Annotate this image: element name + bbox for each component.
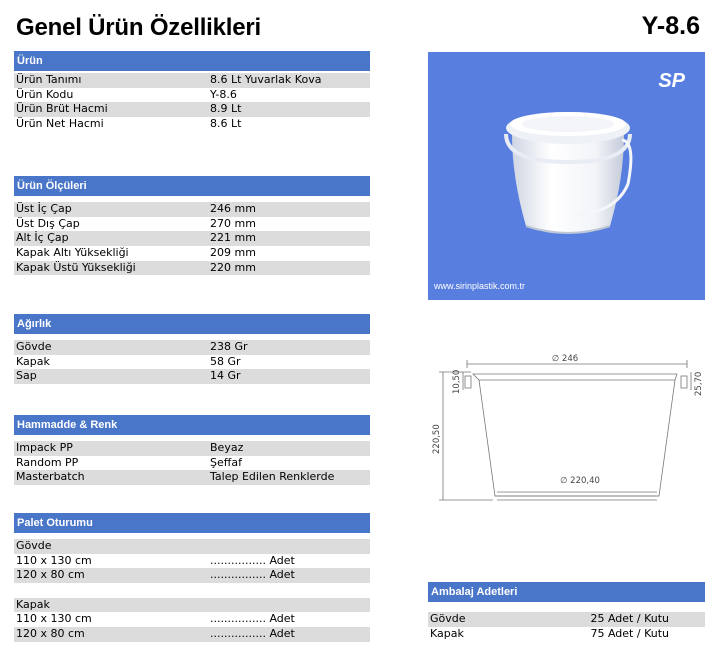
row-value: Y-8.6 xyxy=(210,87,237,101)
row-value: 238 Gr xyxy=(210,340,248,353)
row-value: Şeffaf xyxy=(210,455,242,469)
row-label: Üst Dış Çap xyxy=(16,216,80,230)
row-value: 8.6 Lt xyxy=(210,117,242,131)
row-label: Ürün Brüt Hacmi xyxy=(16,102,108,116)
row-label: Üst İç Çap xyxy=(16,202,72,215)
table-row xyxy=(14,441,370,456)
row-label: Masterbatch xyxy=(16,470,85,484)
table-row xyxy=(14,102,370,117)
row-label: Alt İç Çap xyxy=(16,231,69,245)
dim-right: 25,70 xyxy=(694,371,704,396)
page-title: Genel Ürün Özellikleri xyxy=(16,14,262,41)
table-row xyxy=(14,202,370,217)
section-ambalaj xyxy=(428,582,705,641)
row-value: Beyaz xyxy=(210,441,244,454)
table-row xyxy=(14,73,370,88)
row-value: 270 mm xyxy=(210,216,256,230)
table-row xyxy=(14,456,370,471)
table-row xyxy=(14,246,370,261)
row-value: ................ Adet xyxy=(210,627,295,641)
row-label: 120 x 80 cm xyxy=(16,627,85,641)
row-value: 14 Gr xyxy=(210,369,241,383)
row-value: 246 mm xyxy=(210,202,256,215)
row-label: Ürün Tanımı xyxy=(16,73,82,86)
dim-height: 220,50 xyxy=(432,424,442,454)
row-label: Gövde xyxy=(16,539,52,552)
product-photo xyxy=(428,52,705,300)
table-row xyxy=(14,217,370,232)
dim-lid-height: 10,50 xyxy=(452,369,462,394)
table-row xyxy=(14,355,370,370)
row-label: Kapak xyxy=(430,626,464,640)
row-label: Impack PP xyxy=(16,441,73,454)
section-header-hammadde: Hammadde & Renk xyxy=(14,415,370,435)
row-value: 209 mm xyxy=(210,246,256,260)
section-header-agirlik: Ağırlık xyxy=(14,314,370,334)
row-label: Random PP xyxy=(16,455,79,469)
section-header-ambalaj: Ambalaj Adetleri xyxy=(428,582,705,602)
brand-logo: SP xyxy=(658,70,685,92)
row-label: 110 x 130 cm xyxy=(16,553,92,567)
table-row xyxy=(14,554,370,569)
row-label: Ürün Net Hacmi xyxy=(16,117,104,131)
row-value: 8.6 Lt Yuvarlak Kova xyxy=(210,73,322,86)
table-row xyxy=(14,88,370,103)
row-label: Ürün Kodu xyxy=(16,87,74,101)
product-code: Y-8.6 xyxy=(641,12,700,40)
table-row xyxy=(14,470,370,485)
section-agirlik xyxy=(14,314,370,384)
row-value: 75 Adet / Kutu xyxy=(590,626,669,640)
section-palet xyxy=(14,513,370,642)
section-urun xyxy=(14,51,370,132)
dim-bottom-diameter: ∅ 220,40 xyxy=(560,476,600,486)
table-row xyxy=(14,261,370,276)
row-label: 120 x 80 cm xyxy=(16,568,85,582)
row-value: 221 mm xyxy=(210,231,256,245)
dim-top-diameter: ∅ 246 xyxy=(551,354,579,364)
row-label: Gövde xyxy=(16,340,52,353)
section-header-palet: Palet Oturumu xyxy=(14,513,370,533)
row-label: Kapak xyxy=(16,354,50,368)
table-row xyxy=(14,568,370,583)
bucket-illustration xyxy=(428,52,705,300)
row-value: Talep Edilen Renklerde xyxy=(210,470,335,484)
table-row xyxy=(14,231,370,246)
row-label: Kapak Altı Yüksekliği xyxy=(16,246,129,260)
section-header-olculer: Ürün Ölçüleri xyxy=(14,176,370,196)
table-row xyxy=(14,612,370,627)
row-value: ................ Adet xyxy=(210,568,295,582)
table-row xyxy=(14,369,370,384)
row-value: ................ Adet xyxy=(210,612,295,626)
row-label: Gövde xyxy=(430,612,466,625)
section-header-urun: Ürün xyxy=(14,51,370,71)
table-row xyxy=(14,598,370,613)
row-value: ................ Adet xyxy=(210,553,295,567)
row-value: 25 Adet / Kutu xyxy=(590,612,669,625)
table-row xyxy=(428,612,705,627)
spacer-row xyxy=(14,583,370,598)
row-value: 8.9 Lt xyxy=(210,102,242,116)
table-row xyxy=(428,627,705,642)
row-label: 110 x 130 cm xyxy=(16,612,92,626)
row-label: Kapak Üstü Yüksekliği xyxy=(16,260,136,274)
table-row xyxy=(14,117,370,132)
website-label: www.sirinplastik.com.tr xyxy=(434,281,526,291)
section-hammadde xyxy=(14,415,370,485)
row-value: 58 Gr xyxy=(210,354,241,368)
row-label: Sap xyxy=(16,369,37,383)
technical-drawing xyxy=(415,350,715,510)
table-row xyxy=(14,539,370,554)
row-label: Kapak xyxy=(16,597,50,611)
section-olculer xyxy=(14,176,370,275)
table-row xyxy=(14,340,370,355)
table-row xyxy=(14,627,370,642)
row-value: 220 mm xyxy=(210,260,256,274)
